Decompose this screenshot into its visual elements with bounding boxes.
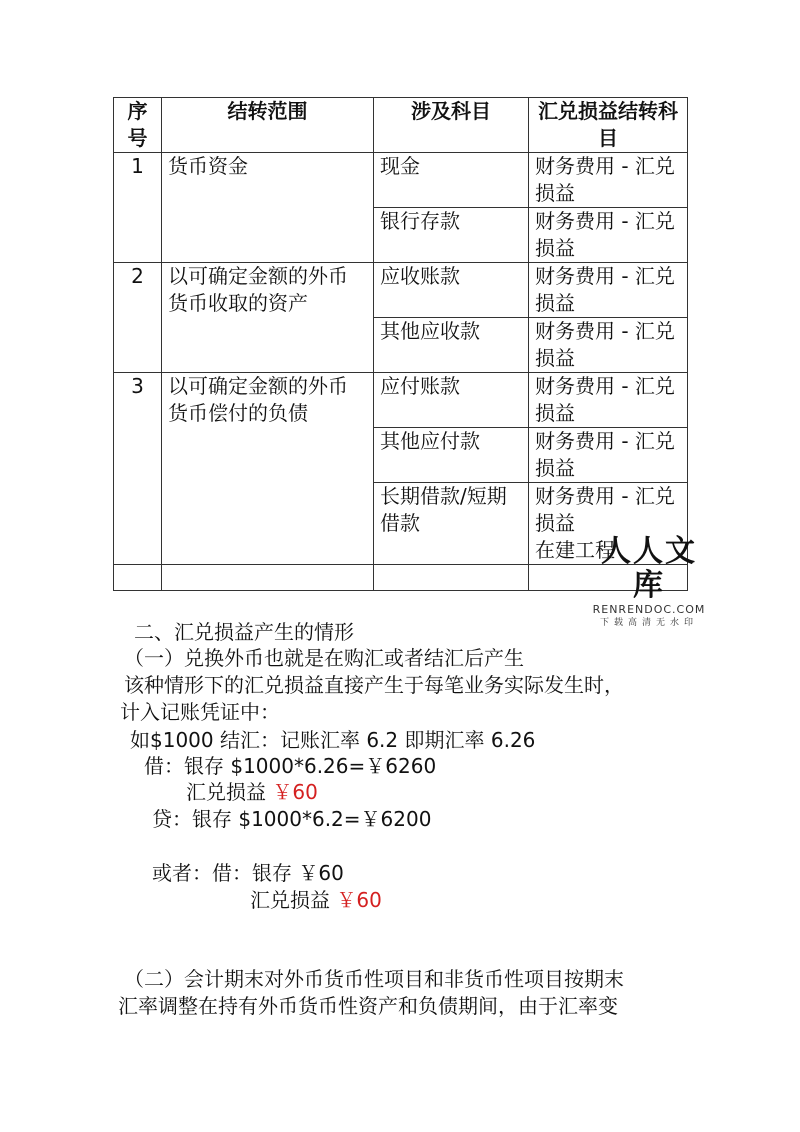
row-target: 财务费用 - 汇兑损益: [529, 318, 688, 373]
row-number: 3: [114, 373, 162, 565]
row-target-extra: 在建工程: [535, 538, 615, 562]
header-target: 汇兑损益结转科目: [529, 98, 688, 153]
row-number: 1: [114, 153, 162, 263]
row-account: 银行存款: [374, 208, 529, 263]
section-heading: 二、汇兑损益产生的情形: [134, 620, 354, 644]
alt-gain-loss-label: 汇兑损益: [250, 888, 337, 912]
row-account: 其他应付款: [374, 428, 529, 483]
row-target: 财务费用 - 汇兑损益: [529, 263, 688, 318]
gain-loss-label: 汇兑损益: [186, 780, 273, 804]
debit-entry-1: 借：银存 $1000*6.26=￥6260: [144, 754, 437, 778]
empty-cell: [374, 565, 529, 591]
alt-debit-entry: 或者：借：银存 ￥60: [152, 861, 344, 885]
watermark-title: 人人文库: [601, 534, 697, 603]
row-scope: 以可确定金额的外币货币收取的资产: [162, 263, 374, 373]
row-target-text: 财务费用 - 汇兑损益: [535, 484, 675, 535]
row-scope: 以可确定金额的外币货币偿付的负债: [162, 373, 374, 565]
row-target: 财务费用 - 汇兑损益: [529, 428, 688, 483]
exchange-gain-loss-table: [113, 97, 688, 591]
empty-cell: [114, 565, 162, 591]
subsection-heading-2-line-1: （二）会计期末对外币货币性项目和非货币性项目按期末: [124, 967, 624, 991]
debit-entry-gain-loss: [186, 779, 318, 805]
subsection-heading-1: （一）兑换外币也就是在购汇或者结汇后产生: [124, 646, 524, 670]
description-line-2: 计入记账凭证中：: [120, 700, 280, 724]
row-account: 其他应收款: [374, 318, 529, 373]
watermark-site: RENRENDOC.COM: [592, 603, 706, 616]
alt-gain-loss-amount: ￥60: [336, 888, 382, 912]
row-scope: 货币资金: [162, 153, 374, 263]
empty-cell: [162, 565, 374, 591]
row-target: 财务费用 - 汇兑损益: [529, 153, 688, 208]
header-scope: 结转范围: [162, 98, 374, 153]
row-account: 应付账款: [374, 373, 529, 428]
table-row: [114, 373, 688, 428]
watermark-subtitle: 下载高清无水印: [599, 618, 698, 628]
credit-entry-1: 贷：银存 $1000*6.2=￥6200: [152, 807, 432, 831]
row-account: 应收账款: [374, 263, 529, 318]
header-account: 涉及科目: [374, 98, 529, 153]
row-account: 现金: [374, 153, 529, 208]
watermark-logo: [586, 535, 712, 629]
row-target: 财务费用 - 汇兑损益: [529, 208, 688, 263]
gain-loss-amount: ￥60: [272, 780, 318, 804]
example-line: 如$1000 结汇：记账汇率 6.2 即期汇率 6.26: [130, 728, 536, 752]
description-line-1: 该种情形下的汇兑损益直接产生于每笔业务实际发生时，: [124, 673, 624, 697]
alt-credit-entry: [250, 887, 382, 913]
subsection-heading-2-line-2: 汇率调整在持有外币货币性资产和负债期间，由于汇率变: [118, 994, 618, 1018]
table-row: [114, 263, 688, 318]
table-header-row: [114, 98, 688, 153]
header-seq: 序号: [114, 98, 162, 153]
table-row: [114, 153, 688, 208]
row-number: 2: [114, 263, 162, 373]
row-target: 财务费用 - 汇兑损益: [529, 373, 688, 428]
row-account: 长期借款/短期借款: [374, 483, 529, 565]
